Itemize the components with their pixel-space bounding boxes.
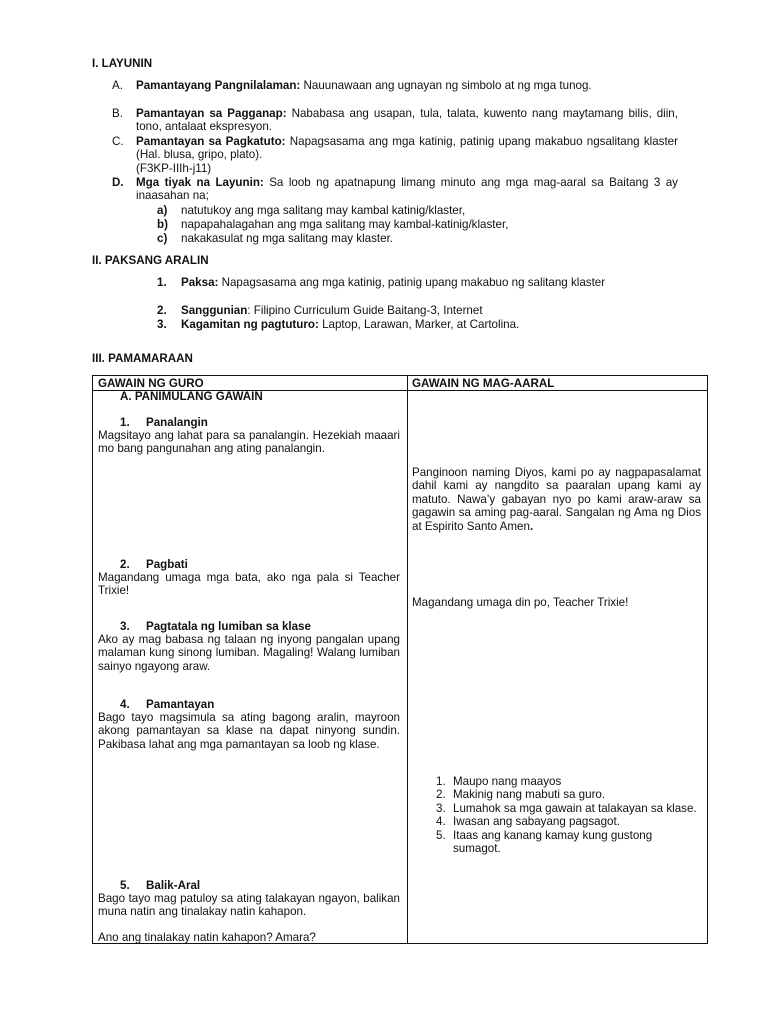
step-title: Panalangin bbox=[146, 416, 208, 429]
list-item bbox=[412, 788, 701, 801]
step-title: Pamantayan bbox=[146, 698, 215, 711]
topic-text: Napagsasama ang mga katinig, patinig upang makabuo ng salitang klaster bbox=[218, 276, 606, 289]
objective-title: Pamantayang Pangnilalaman: bbox=[136, 79, 301, 92]
student-prayer bbox=[412, 466, 701, 533]
topic-title: Paksa: bbox=[181, 276, 219, 289]
student-prayer-text: Panginoon naming Diyos, kami po ay nagpapasalamat dahil kami ay nangdito sa paaralan upang kami ay matuto. Nawa’y gabayan nyo po kami araw-araw sa gagawin sa aming pag-aaral. Sangalan ng Ama ng Dios at Espirito Santo Amen bbox=[412, 466, 701, 533]
list-item bbox=[412, 802, 701, 815]
topic-text: Laptop, Larawan, Marker, at Cartolina. bbox=[318, 318, 520, 331]
step-number: 5. bbox=[120, 879, 130, 892]
topic-item-2 bbox=[157, 304, 678, 317]
objective-title: Mga tiyak na Layunin: bbox=[136, 176, 264, 189]
step-2-teacher-text: Magandang umaga mga bata, ako nga pala si Teacher Trixie! bbox=[98, 571, 400, 598]
step-1-teacher-text: Magsitayo ang lahat para sa panalangin. Hezekiah maaari mo bang pangunahan ang ating panalangin. bbox=[98, 429, 400, 456]
topic-label: 1. bbox=[157, 276, 167, 289]
list-item bbox=[412, 775, 701, 788]
rule-number: 3. bbox=[436, 801, 446, 815]
step-title: Balik-Aral bbox=[146, 879, 201, 892]
objective-label: D. bbox=[112, 176, 124, 189]
step-5-title bbox=[98, 879, 400, 892]
objective-title: Pamantayan sa Pagganap: bbox=[136, 107, 287, 120]
topic-label: 3. bbox=[157, 318, 167, 331]
objective-b bbox=[112, 107, 678, 134]
specific-text: nakakasulat ng mga salitang may klaster. bbox=[181, 232, 394, 245]
step-3-teacher-text: Ako ay mag babasa ng talaan ng inyong pangalan upang malaman kung sinong lumiban. Magaling! Walang lumiban sainyo ngayong araw. bbox=[98, 633, 400, 673]
objective-label: C. bbox=[112, 135, 124, 148]
step-5-teacher-question: Ano ang tinalakay natin kahapon? Amara? bbox=[98, 931, 316, 944]
topic-item-1 bbox=[157, 276, 678, 289]
topic-text: : Filipino Curriculum Guide Baitang-3, Internet bbox=[247, 304, 483, 317]
specific-objective-a bbox=[157, 204, 587, 217]
step-1-title bbox=[98, 416, 400, 429]
objective-a bbox=[112, 79, 678, 92]
objective-c bbox=[112, 135, 678, 175]
student-greeting: Magandang umaga din po, Teacher Trixie! bbox=[412, 596, 629, 609]
class-rules-list bbox=[412, 775, 701, 855]
procedure-table bbox=[92, 375, 708, 944]
objective-text: Nauunawaan ang ugnayan ng simbolo at ng mga tunog. bbox=[300, 79, 592, 92]
column-divider bbox=[407, 376, 408, 943]
rule-text: Itaas ang kanang kamay kung gustong sumagot. bbox=[453, 828, 653, 856]
student-prayer-period: . bbox=[529, 519, 534, 533]
step-number: 4. bbox=[120, 698, 130, 711]
topic-item-3 bbox=[157, 318, 678, 331]
step-4-teacher-text: Bago tayo magsimula sa ating bagong aralin, mayroon akong pamantayan sa klase na dapat ninyong sundin. Pakibasa lahat ang mga pamantayan sa loob ng klase. bbox=[98, 711, 400, 751]
section-layunin-heading: I. LAYUNIN bbox=[92, 57, 153, 70]
step-title: Pagtatala ng lumiban sa klase bbox=[146, 620, 311, 633]
part-a-heading: A. PANIMULANG GAWAIN bbox=[120, 390, 263, 403]
specific-label: b) bbox=[157, 218, 168, 231]
section-paksa-heading: II. PAKSANG ARALIN bbox=[92, 254, 209, 267]
teacher-column-header: GAWAIN NG GURO bbox=[98, 377, 204, 390]
step-2-title bbox=[98, 558, 400, 571]
student-column-header: GAWAIN NG MAG-AARAL bbox=[412, 377, 555, 390]
rule-number: 5. bbox=[436, 828, 446, 842]
rule-number: 2. bbox=[436, 788, 446, 802]
step-number: 3. bbox=[120, 620, 130, 633]
step-5-teacher-text: Bago tayo mag patuloy sa ating talakayan ngayon, balikan muna natin ang tinalakay natin kahapon. bbox=[98, 892, 400, 919]
objective-label: B. bbox=[112, 107, 123, 120]
competency-code: (F3KP-IIIh-j11) bbox=[136, 161, 212, 175]
rule-text: Lumahok sa mga gawain at talakayan sa klase. bbox=[453, 801, 697, 815]
objective-d bbox=[112, 176, 678, 203]
step-4-title bbox=[98, 698, 400, 711]
rule-number: 1. bbox=[436, 775, 446, 788]
objective-text: Napagsasama ang mga katinig, patinig upang makabuo ngsalitang klaster (Hal. blusa, gripo, plato). bbox=[136, 135, 678, 162]
objective-label: A. bbox=[112, 79, 123, 92]
objective-text: Nababasa ang usapan, tula, talata, kuwento nang maytamang bilis, diin, tono, antalaat ekspresyon. bbox=[136, 107, 678, 134]
specific-label: c) bbox=[157, 232, 168, 245]
objective-title: Pamantayan sa Pagkatuto: bbox=[136, 135, 286, 148]
specific-objective-b bbox=[157, 218, 587, 231]
rule-text: Iwasan ang sabayang pagsagot. bbox=[453, 815, 620, 829]
rule-text: Makinig nang mabuti sa guro. bbox=[453, 788, 606, 802]
topic-title: Sanggunian bbox=[181, 304, 248, 317]
rule-text: Maupo nang maayos bbox=[453, 775, 562, 788]
step-3-title bbox=[98, 620, 400, 633]
specific-label: a) bbox=[157, 204, 168, 217]
rule-number: 4. bbox=[436, 815, 446, 829]
topic-label: 2. bbox=[157, 304, 167, 317]
step-title: Pagbati bbox=[146, 558, 188, 571]
specific-text: natutukoy ang mga salitang may kambal katinig/klaster, bbox=[181, 204, 466, 217]
specific-text: napapahalagahan ang mga salitang may kambal-katinig/klaster, bbox=[181, 218, 509, 231]
section-pamamaraan-heading: III. PAMAMARAAN bbox=[92, 352, 193, 365]
topic-title: Kagamitan ng pagtuturo: bbox=[181, 318, 319, 331]
objective-text: Sa loob ng apatnapung limang minuto ang mga mag-aaral sa Baitang 3 ay inaasahan na; bbox=[136, 176, 678, 203]
specific-objective-c bbox=[157, 232, 587, 245]
step-number: 1. bbox=[120, 416, 130, 429]
list-item bbox=[412, 815, 701, 828]
list-item bbox=[412, 829, 701, 856]
step-number: 2. bbox=[120, 558, 130, 571]
